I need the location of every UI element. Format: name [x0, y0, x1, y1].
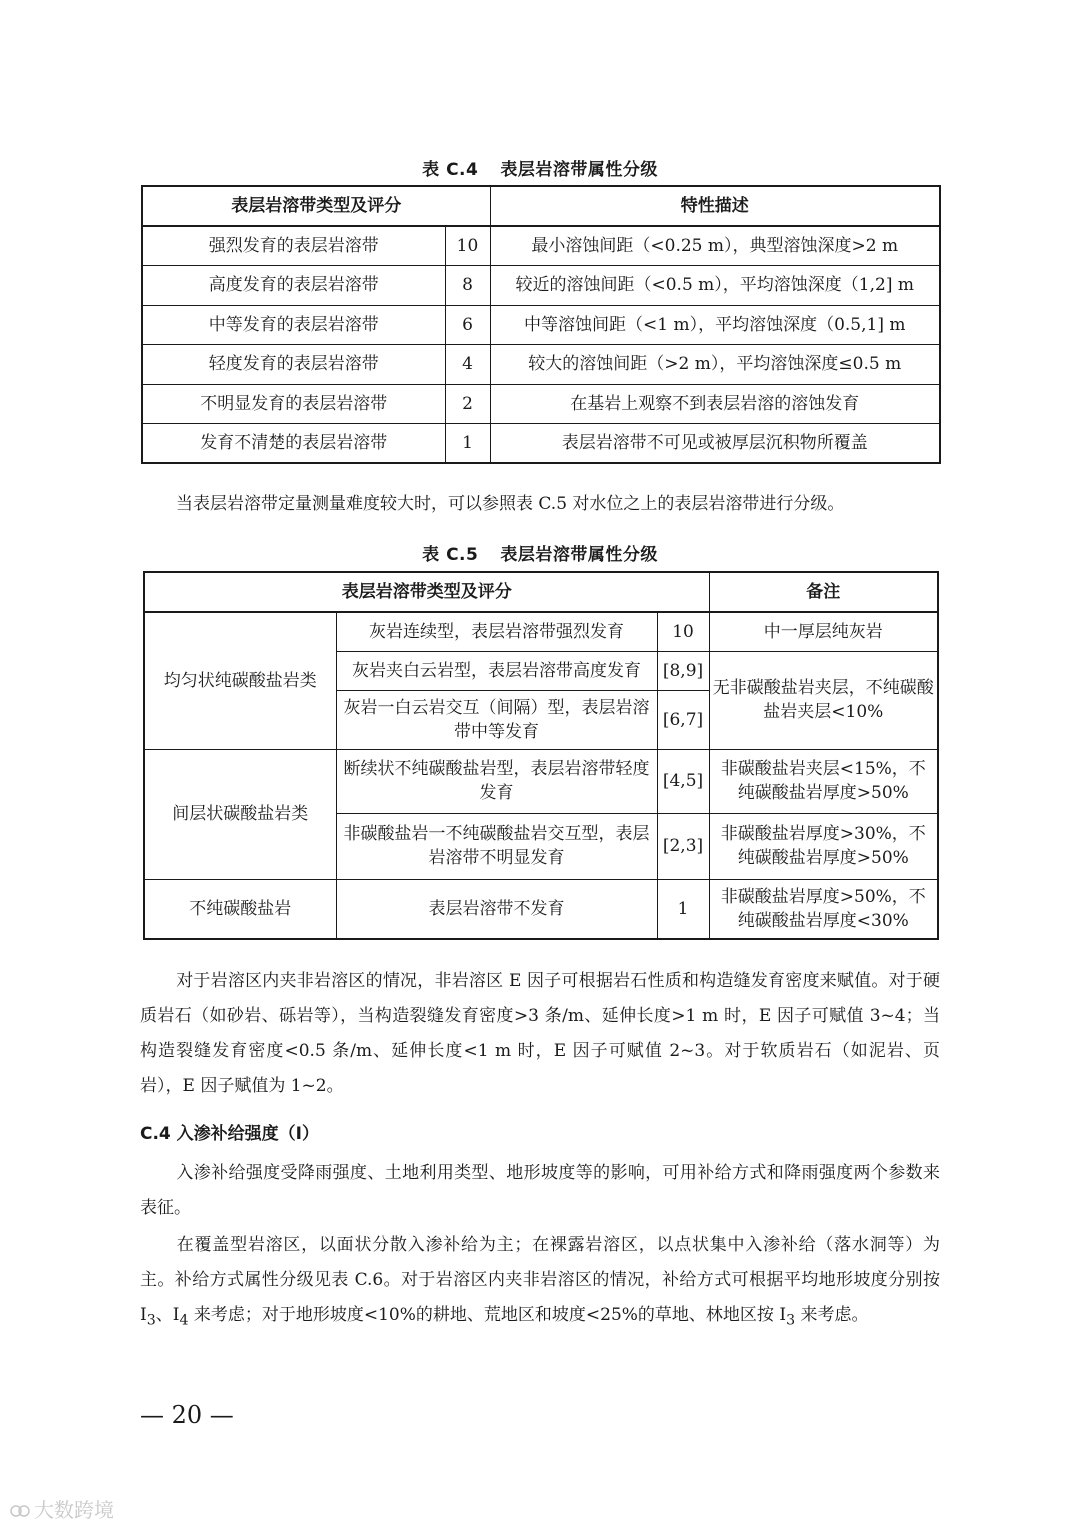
table-row	[144, 879, 938, 939]
table-c5-score-cell: 10	[657, 612, 709, 651]
paragraph-infiltration: 入渗补给强度受降雨强度、土地利用类型、地形坡度等的影响，可用补给方式和降雨强度两个参数来表征。	[140, 1163, 940, 1218]
table-c5-note-cell: 非碳酸盐岩厚度>30%，不纯碳酸盐岩厚度>50%	[709, 813, 938, 879]
table-c5-score-cell: [8,9]	[657, 651, 709, 690]
page-number: — 20 —	[140, 1401, 234, 1429]
table-c5-desc-cell: 断续状不纯碳酸盐岩型，表层岩溶带轻度发育	[336, 749, 657, 813]
table-c4-type-cell: 发育不清楚的表层岩溶带	[142, 423, 445, 463]
table-c5-category-cell: 间层状碳酸盐岩类	[144, 749, 336, 879]
table-row	[144, 749, 938, 813]
table-c4-desc-cell: 最小溶蚀间距（<0.25 m），典型溶蚀深度>2 m	[490, 226, 940, 265]
table-c4-desc-cell: 中等溶蚀间距（<1 m），平均溶蚀深度（0.5,1] m	[490, 305, 940, 344]
table-c5-header-type: 表层岩溶带类型及评分	[144, 572, 709, 612]
table-c5-caption-num: 表 C.5	[422, 545, 479, 565]
table-c4-type-cell: 中等发育的表层岩溶带	[142, 305, 445, 344]
table-c5-header-note: 备注	[709, 572, 938, 612]
table-c5-note-cell: 中一厚层纯灰岩	[709, 612, 938, 651]
table-c5-category-cell: 不纯碳酸盐岩	[144, 879, 336, 939]
table-c4-score-cell: 1	[445, 423, 490, 463]
table-c5-score-cell: [2,3]	[657, 813, 709, 879]
table-row	[142, 265, 940, 305]
table-c5-note-cell: 非碳酸盐岩厚度>50%，不纯碳酸盐岩厚度<30%	[709, 879, 938, 939]
table-c4-desc-cell: 在基岩上观察不到表层岩溶的溶蚀发育	[490, 384, 940, 423]
table-c5-note-cell: 非碳酸盐岩夹层<15%，不纯碳酸盐岩厚度>50%	[709, 749, 938, 813]
watermark-logo-icon	[10, 1500, 30, 1516]
table-c4-score-cell: 8	[445, 265, 490, 305]
table-c4-type-cell: 高度发育的表层岩溶带	[142, 265, 445, 305]
table-row	[142, 423, 940, 463]
watermark	[10, 1494, 114, 1523]
table-c4-caption-num: 表 C.4	[422, 160, 479, 180]
paragraph-e-factor: 对于岩溶区内夹非岩溶区的情况，非岩溶区 E 因子可根据岩石性质和构造缝发育密度来赋值。对于硬质岩石（如砂岩、砾岩等），当构造裂缝发育密度>3 条/m、延伸长度>1 m 时，E 因子可赋值 3~4；当构造裂缝发育密度<0.5 条/m、延伸长度<1 m 时，E 因子可赋值 2~3。对于软质岩石（如泥岩、页岩），E 因子赋值为 1~2。	[140, 971, 940, 1096]
table-c5-score-cell: [4,5]	[657, 749, 709, 813]
table-c4-header-row	[142, 186, 940, 226]
watermark-text: 大数跨境	[34, 1498, 114, 1522]
table-c5-desc-cell: 非碳酸盐岩一不纯碳酸盐岩交互型，表层岩溶带不明显发育	[336, 813, 657, 879]
table-c4-desc-cell: 较大的溶蚀间距（>2 m），平均溶蚀深度≤0.5 m	[490, 344, 940, 384]
table-c4	[141, 185, 941, 464]
paragraph-reference-c5: 当表层岩溶带定量测量难度较大时，可以参照表 C.5 对水位之上的表层岩溶带进行分级。	[176, 494, 845, 514]
table-row	[142, 384, 940, 423]
table-c4-type-cell: 强烈发育的表层岩溶带	[142, 226, 445, 265]
table-c5-desc-cell: 灰岩连续型，表层岩溶带强烈发育	[336, 612, 657, 651]
table-c4-score-cell: 6	[445, 305, 490, 344]
table-c5	[143, 571, 939, 940]
table-row	[142, 226, 940, 265]
table-c4-type-cell: 轻度发育的表层岩溶带	[142, 344, 445, 384]
table-c4-header-desc: 特性描述	[490, 186, 940, 226]
table-c4-caption-title: 表层岩溶带属性分级	[500, 160, 658, 180]
table-c5-header-row	[144, 572, 938, 612]
table-row	[142, 305, 940, 344]
section-heading-c4: C.4 入渗补给强度（I）	[140, 1124, 320, 1144]
table-row	[144, 612, 938, 651]
table-c5-desc-cell: 灰岩一白云岩交互（间隔）型，表层岩溶带中等发育	[336, 690, 657, 749]
table-c4-desc-cell: 较近的溶蚀间距（<0.5 m），平均溶蚀深度（1,2] m	[490, 265, 940, 305]
table-c5-caption-title: 表层岩溶带属性分级	[500, 545, 658, 565]
table-c4-desc-cell: 表层岩溶带不可见或被厚层沉积物所覆盖	[490, 423, 940, 463]
table-c4-score-cell: 10	[445, 226, 490, 265]
table-c5-desc-cell: 表层岩溶带不发育	[336, 879, 657, 939]
table-c5-note-cell: 无非碳酸盐岩夹层，不纯碳酸盐岩夹层<10%	[709, 651, 938, 749]
table-c4-score-cell: 2	[445, 384, 490, 423]
table-c5-caption	[0, 540, 1080, 565]
table-c5-desc-cell: 灰岩夹白云岩型，表层岩溶带高度发育	[336, 651, 657, 690]
table-c4-score-cell: 4	[445, 344, 490, 384]
table-c5-score-cell: 1	[657, 879, 709, 939]
table-c5-score-cell: [6,7]	[657, 690, 709, 749]
table-row	[142, 344, 940, 384]
table-c4-type-cell: 不明显发育的表层岩溶带	[142, 384, 445, 423]
table-c5-category-cell: 均匀状纯碳酸盐岩类	[144, 612, 336, 749]
table-c4-caption	[0, 155, 1080, 180]
table-c4-header-type: 表层岩溶带类型及评分	[142, 186, 490, 226]
paragraph-recharge: 在覆盖型岩溶区，以面状分散入渗补给为主；在裸露岩溶区，以点状集中入渗补给（落水洞等）为主。补给方式属性分级见表 C.6。对于岩溶区内夹非岩溶区的情况，补给方式可根据平均地形坡度分别按 $I_3$、$I_4$ 来考虑；对于地形坡度<10%的耕地、荒地区和坡度<25%的草地、林地区按 $I_3$ 来考虑。	[140, 1235, 940, 1329]
